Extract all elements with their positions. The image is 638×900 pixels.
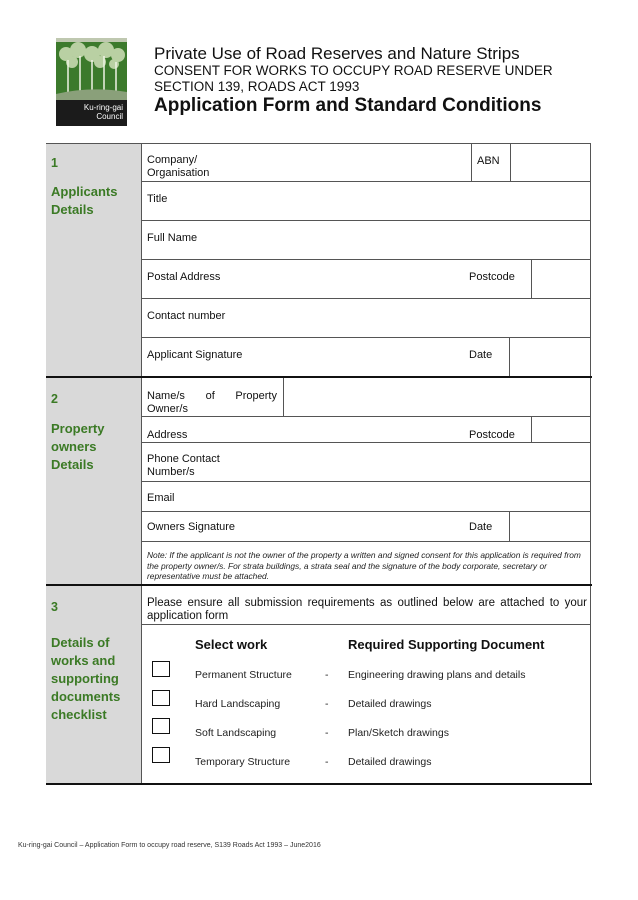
company-field[interactable] — [230, 145, 470, 180]
work-soft-landscaping: Soft Landscaping — [195, 727, 277, 739]
row-dash: - — [325, 698, 329, 710]
select-work-heading: Select work — [195, 637, 268, 652]
owner-postcode-label: Postcode — [469, 429, 515, 441]
doc-detailed-drawings-2: Detailed drawings — [348, 756, 432, 768]
full-name-field[interactable] — [230, 222, 588, 258]
owner-address-field[interactable] — [200, 418, 460, 440]
email-label: Email — [147, 492, 175, 504]
phone-field[interactable] — [250, 444, 588, 479]
contact-number-label: Contact number — [147, 310, 226, 322]
abn-label: ABN — [477, 155, 500, 167]
owner-names-label: Name/s of Property Owner/s — [147, 390, 277, 415]
owners-signature-label: Owners Signature — [147, 521, 236, 533]
postal-address-field[interactable] — [240, 261, 462, 297]
section-2-number: 2 — [51, 392, 58, 406]
applicant-signature-label: Applicant Signature — [147, 349, 243, 361]
email-field[interactable] — [200, 483, 588, 509]
work-temporary-structure: Temporary Structure — [195, 756, 291, 768]
title-field[interactable] — [230, 183, 588, 219]
page-subtitle-2: SECTION 139, ROADS ACT 1993 — [154, 79, 360, 94]
logo-line-2: Council — [96, 112, 123, 121]
company-label: Company/ Organisation — [147, 154, 210, 179]
section-2-title: Property owners Details — [51, 421, 105, 472]
abn-field[interactable] — [512, 145, 589, 180]
doc-plan-sketch: Plan/Sketch drawings — [348, 727, 449, 739]
doc-engineering-drawings: Engineering drawing plans and details — [348, 669, 526, 681]
submission-instruction: Please ensure all submission requirements as outlined below are attached to your application form — [147, 597, 587, 622]
postal-address-label: Postal Address — [147, 271, 221, 283]
doc-detailed-drawings: Detailed drawings — [348, 698, 432, 710]
owners-date-label: Date — [469, 521, 493, 533]
phone-label: Phone Contact Number/s — [147, 453, 220, 478]
section-3-number: 3 — [51, 600, 58, 614]
owner-postcode-field[interactable] — [533, 418, 589, 440]
page-subtitle-1: CONSENT FOR WORKS TO OCCUPY ROAD RESERVE UNDER — [154, 63, 553, 78]
row-dash: - — [325, 727, 329, 739]
owners-signature-field[interactable] — [260, 513, 460, 539]
owner-address-label: Address — [147, 429, 188, 441]
work-hard-landscaping: Hard Landscaping — [195, 698, 281, 710]
row-dash: - — [325, 756, 329, 768]
logo-line-1: Ku-ring-gai — [83, 103, 123, 112]
form-heading: Application Form and Standard Conditions — [154, 95, 542, 116]
hard-landscaping-checkbox[interactable] — [152, 690, 170, 706]
permanent-structure-checkbox[interactable] — [152, 661, 170, 677]
work-permanent-structure: Permanent Structure — [195, 669, 292, 681]
row-dash: - — [325, 669, 329, 681]
contact-number-field[interactable] — [250, 300, 588, 336]
soft-landscaping-checkbox[interactable] — [152, 718, 170, 734]
page-title: Private Use of Road Reserves and Nature Strips — [154, 44, 520, 63]
applicant-signature-field[interactable] — [270, 339, 460, 375]
section-1-title: Applicants Details — [51, 184, 118, 217]
council-logo — [56, 38, 127, 126]
date-label: Date — [469, 349, 493, 361]
temporary-structure-checkbox[interactable] — [152, 747, 170, 763]
postcode-label: Postcode — [469, 271, 515, 283]
owner-consent-note: Note: If the applicant is not the owner of the property a written and signed consent for this application is required from the property owner/s. For strata buildings, a strata seal and the signature of the body corporate, secretary or representative must be attached. — [147, 550, 581, 581]
section-3-title: Details of works and supporting documents checklist — [51, 635, 121, 722]
applicant-date-field[interactable] — [511, 339, 589, 375]
owner-names-field[interactable] — [285, 380, 589, 415]
section-1-number: 1 — [51, 156, 58, 170]
full-name-label: Full Name — [147, 232, 198, 244]
required-docs-heading: Required Supporting Document — [348, 637, 545, 652]
title-label: Title — [147, 193, 168, 205]
postcode-field[interactable] — [533, 261, 589, 297]
page-footer: Ku-ring-gai Council – Application Form to occupy road reserve, S139 Roads Act 1993 – June2016 — [18, 842, 321, 849]
owners-date-field[interactable] — [511, 513, 589, 539]
